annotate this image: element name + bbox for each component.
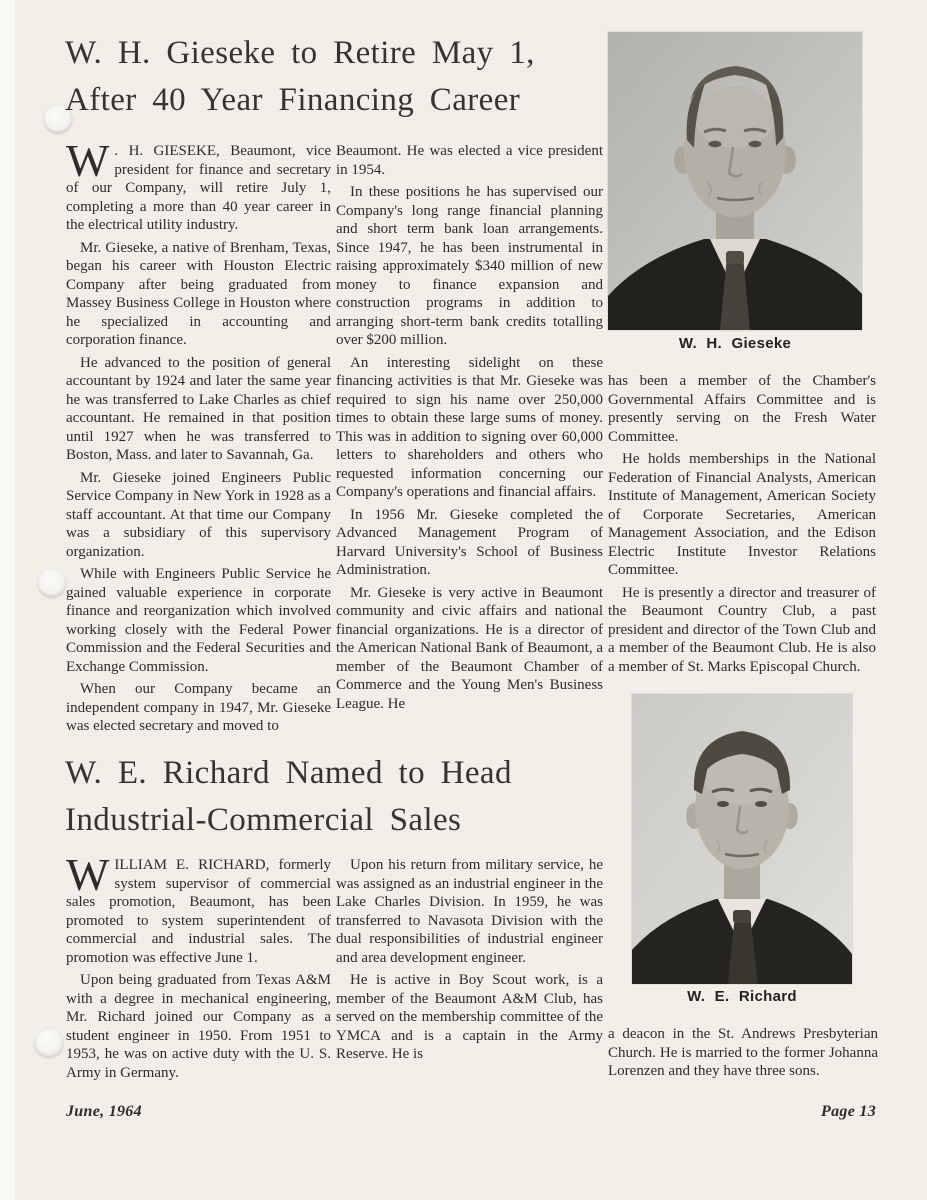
richard-photo-caption: W. E. Richard — [687, 988, 797, 1005]
punch-hole-bottom — [35, 1029, 63, 1057]
body-paragraph: Mr. Gieseke joined Engineers Public Service Company in New York in 1928 as a staff accountant. At that time our Company was a subsidiary of this supervisory organization. — [66, 469, 331, 560]
article1-drop-cap: W — [66, 135, 110, 186]
body-paragraph: He is active in Boy Scout work, is a member of the Beaumont A&M Club, has served on the membership committee of the YMCA and is a captain in the Army Reserve. He is — [336, 972, 603, 1062]
article1-lead-text: . H. GIESEKE, Beaumont, vice president for finance and secretary of our Company, will retire July 1, completing a more than 40 year career in the electrical utility industry. — [66, 143, 331, 233]
gieseke-photo-caption: W. H. Gieseke — [678, 335, 792, 352]
richard-portrait-illustration — [632, 694, 852, 984]
footer-issue-date: June, 1964 — [66, 1103, 142, 1120]
article1-headline-line2: After 40 Year Financing Career — [65, 82, 521, 118]
article2-headline-line1: W. E. Richard Named to Head — [65, 755, 512, 791]
article1-headline-line1: W. H. Gieseke to Retire May 1, — [65, 35, 535, 71]
body-paragraph: He advanced to the position of general accountant by 1924 and later the same year he was transferred to Lake Charles as chief accountant. He remained in that position until 1927 when he was transferred to Boston, Mass. and later to Savannah, Ga. — [66, 354, 331, 463]
article1-lead-paragraph — [66, 135, 331, 235]
article1-column3 — [608, 372, 876, 680]
body-paragraph: While with Engineers Public Service he gained valuable experience in corporate finance and reorganization which involved working closely with the Federal Power Commission and the Federal Securities and Exchange Commission. — [66, 566, 331, 675]
article2-column3 — [608, 1025, 878, 1085]
body-paragraph: Mr. Gieseke is very active in Beaumont community and civic affairs and national financial organizations. He is a director of the American National Bank of Beaumont, a member of the Beaumont Chamber of Commerce and the Young Men's Business League. He — [336, 584, 604, 712]
gieseke-portrait-photo — [608, 32, 862, 330]
article1-headline — [65, 30, 665, 124]
richard-portrait-photo — [632, 694, 852, 984]
body-paragraph: Mr. Gieseke, a native of Brenham, Texas, began his career with Houston Electric Company after being graduated from Massey Business College in Houston where he specialized in accounting and corporation finance. — [66, 239, 331, 348]
article1-column1 — [66, 135, 331, 740]
body-paragraph: He is presently a director and treasurer of the Beaumont Country Club, a past president and director of the Town Club and a member of the Beaumont Club. He is also a member of St. Marks Episcopal Church. — [608, 584, 876, 675]
article2-headline-line2: Industrial-Commercial Sales — [65, 802, 462, 838]
article2-lead-text: ILLIAM E. RICHARD, formerly system supervisor of commercial sales promotion, Beaumont, has been promoted to system superintendent of commercial and industrial sales. The promotion was effective June 1. — [66, 857, 331, 966]
body-paragraph: When our Company became an independent company in 1947, Mr. Gieseke was elected secretary and moved to — [66, 681, 331, 734]
body-paragraph: has been a member of the Chamber's Governmental Affairs Committee and is presently serving on the Fresh Water Committee. — [608, 373, 876, 445]
footer-page-number: Page 13 — [821, 1103, 876, 1120]
body-paragraph: In 1956 Mr. Gieseke completed the Advanced Management Program of Harvard University's School of Business Administration. — [336, 506, 603, 578]
body-paragraph: An interesting sidelight on these financing activities is that Mr. Gieseke was required to sign his name over 250,000 times to obtain these large sums of money. This was in addition to signing over 60,000 letters to shareholders and others who requested information concerning our Company's operations and financial affairs. — [336, 354, 603, 500]
article1-column2 — [336, 142, 603, 717]
article2-headline — [65, 750, 665, 844]
body-paragraph: Upon being graduated from Texas A&M with a degree in mechanical engineering, Mr. Richard joined our Company as a student engineer in 1950. From 1951 to 1953, he was on active duty with the U. S. Army in Germany. — [66, 972, 331, 1081]
article2-column1 — [66, 849, 331, 1086]
gieseke-portrait-illustration — [608, 32, 862, 330]
body-paragraph: Beaumont. He was elected a vice president in 1954. — [336, 143, 603, 178]
article2-lead-paragraph — [66, 849, 331, 967]
punch-hole-middle — [38, 569, 66, 597]
body-paragraph: Upon his return from military service, he was assigned as an industrial engineer in the Lake Charles Division. In 1959, he was transferred to Navasota Division with the dual responsibilities of industrial engineer and area development engineer. — [336, 857, 603, 966]
body-paragraph: He holds memberships in the National Federation of Financial Analysts, American Institute of Management, American Society of Corporate Secretaries, American Management Association, and the Edison Electric Institute Investor Relations Committee. — [608, 451, 876, 578]
scan-edge-strip — [0, 0, 15, 1200]
body-paragraph: In these positions he has supervised our Company's long range financial planning and short term bank loan arrangements. Since 1947, he has been instrumental in raising approximately $340 million of new money to finance expansion and construction programs in addition to arranging short-term bank credits totalling over $200 million. — [336, 184, 603, 348]
body-paragraph: a deacon in the St. Andrews Presbyterian Church. He is married to the former Johanna Lorenzen and they have three sons. — [608, 1026, 878, 1079]
article2-drop-cap: W — [66, 849, 110, 900]
article2-column2 — [336, 856, 603, 1068]
